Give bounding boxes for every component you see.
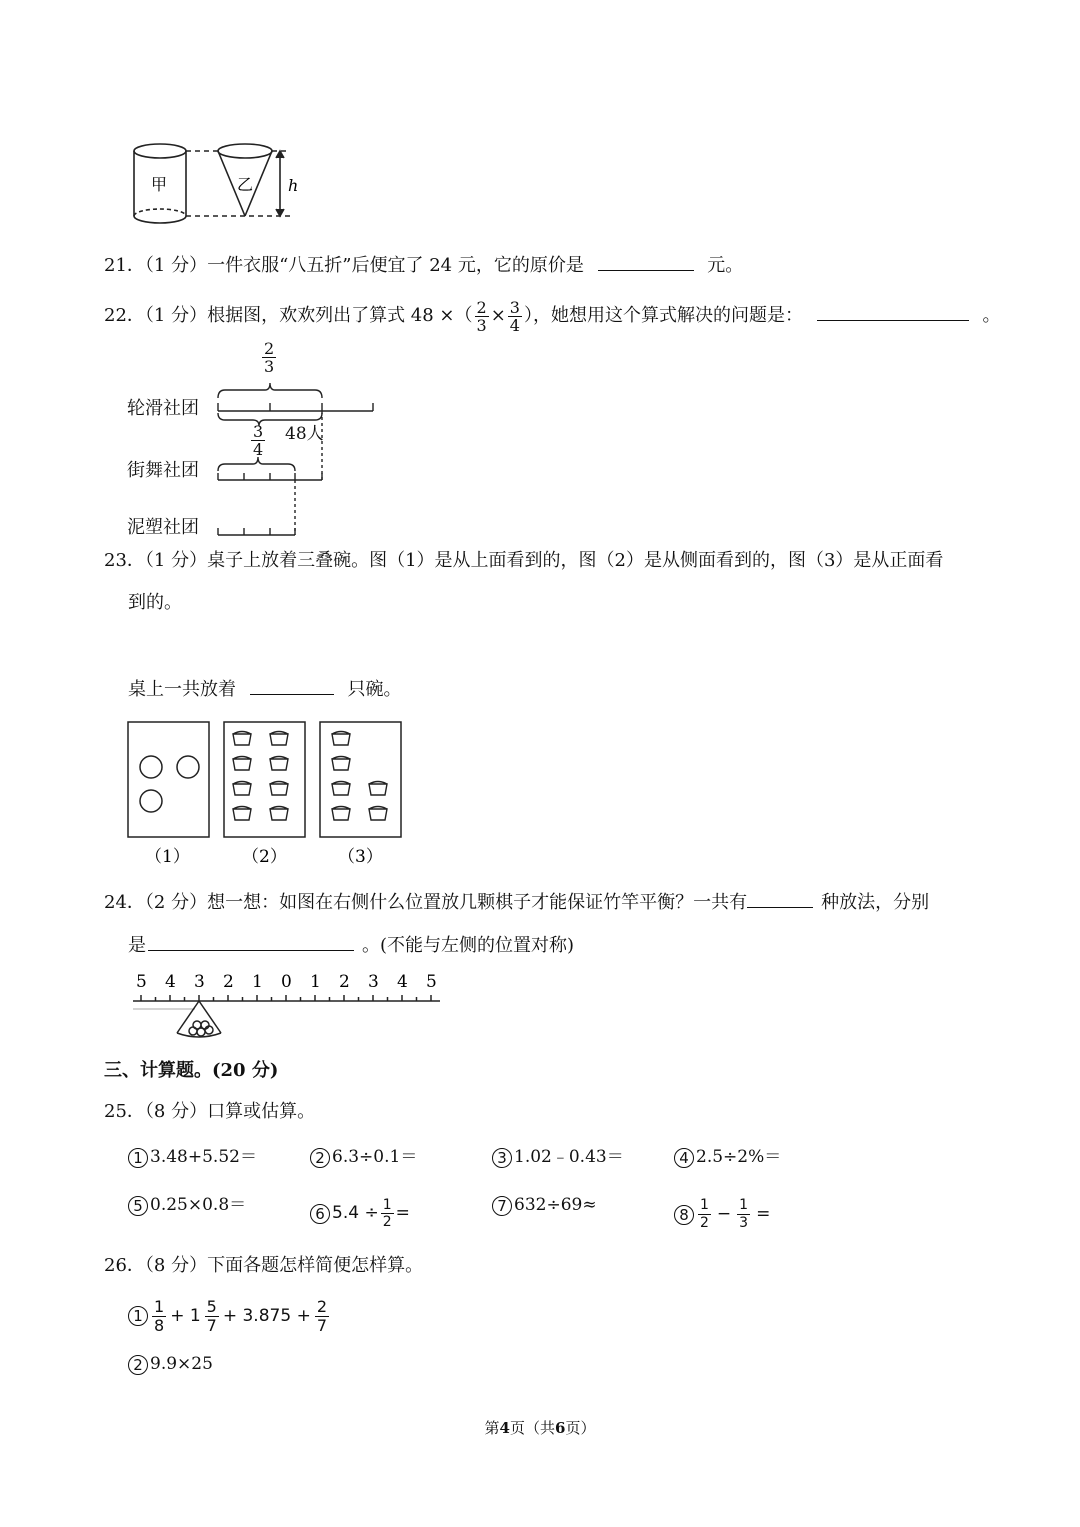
top-fraction: $\frac{2}{3}$ — [264, 339, 275, 376]
scale-label: 2 — [339, 972, 350, 992]
caption-3: （3） — [338, 847, 383, 867]
q23-line3: 桌上一共放着 只碗。 — [128, 676, 401, 702]
bowl-shape — [332, 807, 350, 821]
q21-text: 21．（1 分）一件衣服“八五折”后便宜了 24 元，它的原价是 — [104, 255, 584, 276]
caption-2: （2） — [242, 847, 287, 867]
scale-label: 5 — [136, 972, 147, 992]
q25-item-1: 1 3.48+5.52＝ — [128, 1145, 257, 1169]
cone-label: 乙 — [237, 175, 254, 194]
q22-text-2: ），她想用这个算式解决的问题是： — [523, 305, 803, 326]
club-label-dance: 街舞社团 — [127, 460, 199, 481]
q25-item-3: 3 1.02﹣0.43＝ — [492, 1145, 624, 1169]
scale-label: 5 — [426, 972, 437, 992]
q22-fraction-2: $\frac{3}{4}$ — [509, 297, 520, 335]
bowl-shape — [332, 732, 350, 746]
club-label-clay: 泥塑社团 — [127, 517, 199, 538]
bowl-shape — [270, 732, 288, 746]
bowl-views-figure — [125, 719, 405, 871]
bowl-shape — [369, 782, 387, 796]
bar-lines — [125, 340, 385, 540]
count-label: 48人 — [285, 424, 324, 444]
bowl-shape — [332, 782, 350, 796]
q22-text: 22．（1 分）根据图，欢欢列出了算式 48 ×（ — [104, 305, 473, 326]
scale-label: 3 — [194, 972, 205, 992]
q25-item-8: 8 $\frac{1}{2}$ − $\frac{1}{3}$ = — [674, 1193, 770, 1235]
q26-item-2: 2 9.9×25 — [128, 1352, 213, 1376]
q23-line2: 到的。 — [128, 592, 182, 613]
q22-answer-blank[interactable] — [817, 302, 969, 321]
q23-line1: 23．（1 分）桌子上放着三叠碗。图（1）是从上面看到的，图（2）是从侧面看到的，图（3）是从正面看 — [104, 550, 944, 571]
bowl-shape — [270, 782, 288, 796]
q22-operator: × — [490, 305, 506, 326]
club-bar-diagram — [125, 340, 385, 540]
question-22 — [104, 298, 1000, 334]
scale-label: 0 — [281, 972, 292, 992]
q22-period: 。 — [982, 305, 1001, 326]
page-footer: 第4页（共6页） — [484, 1419, 596, 1437]
bowl-shape — [369, 807, 387, 821]
q25-item-6: 6 5.4 ÷ $\frac{1}{2}$ = — [310, 1195, 410, 1231]
q24-positions-blank[interactable] — [148, 932, 354, 951]
bowl-shape — [270, 807, 288, 821]
height-label: h — [288, 176, 299, 195]
q24-line1: 24．（2 分）想一想：如图在右侧什么位置放几颗棋子才能保证竹竿平衡？一共有 种放法，分别 — [104, 889, 929, 915]
q24-line2: 是 。(不能与左侧的位置对称) — [128, 932, 574, 958]
section-3-heading: 三、计算题。(20 分) — [104, 1060, 279, 1081]
scale-label: 2 — [223, 972, 234, 992]
bowl-shape — [233, 732, 251, 746]
cylinder-cone-figure — [125, 138, 315, 228]
q25-item-2: 2 6.3÷0.1＝ — [310, 1145, 417, 1169]
bowl-shape — [233, 807, 251, 821]
scale-label: 3 — [368, 972, 379, 992]
bowl-shape — [270, 757, 288, 771]
q24-count-blank[interactable] — [747, 889, 813, 908]
q25-item-7: 7 632÷69≈ — [492, 1193, 597, 1217]
q25-item-4: 4 2.5÷2%＝ — [674, 1145, 781, 1169]
scale-label: 4 — [397, 972, 408, 992]
bowl-shape — [233, 782, 251, 796]
question-21 — [104, 252, 743, 278]
mid-fraction: $\frac{3}{4}$ — [253, 422, 264, 459]
balance-scale-figure — [125, 965, 445, 1045]
scale-label: 1 — [252, 972, 263, 992]
q26-title: 26．（8 分）下面各题怎样简便怎样算。 — [104, 1255, 424, 1276]
bowl-shape — [233, 757, 251, 771]
q21-answer-blank[interactable] — [598, 252, 694, 271]
cylinder-label: 甲 — [151, 175, 168, 194]
scale-label: 1 — [310, 972, 321, 992]
q25-title: 25．（8 分）口算或估算。 — [104, 1101, 316, 1122]
bowl-shape — [332, 757, 350, 771]
scale-label: 4 — [165, 972, 176, 992]
q21-unit: 元。 — [707, 255, 744, 276]
q25-item-5: 5 0.25×0.8＝ — [128, 1193, 246, 1217]
q26-item-1: 1 $\frac{1}{8}$ + 1 $\frac{5}{7}$ + 3.875 + $\frac{2}{7}$ — [128, 1293, 331, 1339]
caption-1: （1） — [145, 847, 190, 867]
q23-answer-blank[interactable] — [250, 676, 334, 695]
club-label-skating: 轮滑社团 — [127, 398, 199, 419]
q22-fraction-1: $\frac{2}{3}$ — [476, 297, 487, 335]
